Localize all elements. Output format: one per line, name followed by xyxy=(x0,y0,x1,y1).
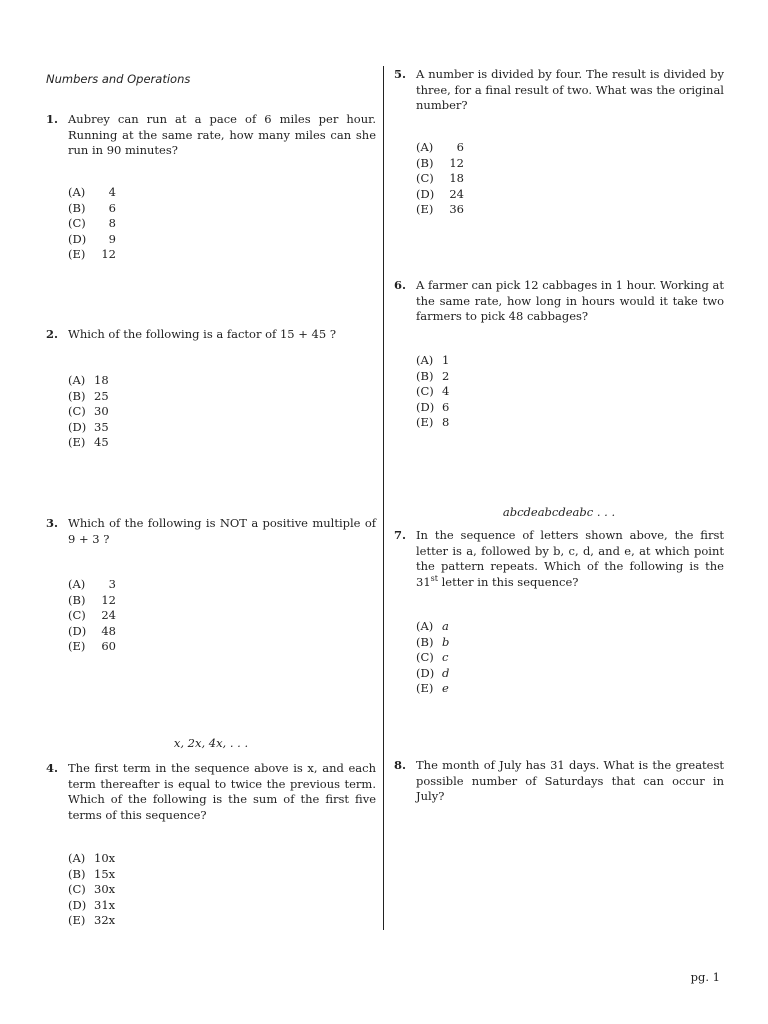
choice-value: d xyxy=(442,665,450,680)
choice-c[interactable] xyxy=(68,404,116,420)
choice-e[interactable] xyxy=(416,415,464,431)
choice-value: b xyxy=(442,634,450,649)
choice-value: 2 xyxy=(442,368,450,383)
choice-value: 31x xyxy=(94,897,116,912)
choice-letter: (B) xyxy=(416,155,434,170)
choice-c[interactable] xyxy=(68,216,116,232)
question-text: Aubrey can run at a pace of 6 miles per hour. Running at the same rate, how many miles can she run in 90 minutes? xyxy=(68,112,376,157)
choice-b[interactable] xyxy=(68,389,116,405)
choice-value: e xyxy=(442,681,449,695)
choice-letter: (D) xyxy=(68,419,87,434)
choice-letter: (B) xyxy=(68,592,86,607)
answer-choices xyxy=(68,851,116,929)
choice-letter: (D) xyxy=(416,186,435,201)
choice-letter: (D) xyxy=(416,399,435,414)
choice-value: 25 xyxy=(94,388,109,403)
choice-letter: (D) xyxy=(68,231,87,246)
choice-letter: (C) xyxy=(68,882,86,896)
choice-letter: (B) xyxy=(68,200,86,215)
question-number: 3. xyxy=(46,516,59,530)
question-number: 2. xyxy=(46,327,59,341)
sequence-display: abcdeabcdeabc . . . xyxy=(502,505,616,519)
choice-value: 4 xyxy=(442,384,450,398)
choice-value: 60 xyxy=(101,639,116,653)
choice-value: 15x xyxy=(94,866,116,881)
choice-letter: (C) xyxy=(68,216,86,230)
choice-value: 35 xyxy=(94,419,109,434)
choice-value: 10x xyxy=(94,851,116,865)
choice-value: 8 xyxy=(442,415,450,429)
choice-b[interactable] xyxy=(416,635,464,651)
choice-letter: (A) xyxy=(416,619,434,633)
ordinal-suffix: st xyxy=(430,573,438,583)
choice-letter: (E) xyxy=(68,247,86,261)
answer-choices xyxy=(68,185,116,263)
choice-value: 18 xyxy=(449,171,464,185)
choice-letter: (B) xyxy=(416,368,434,383)
question-number: 1. xyxy=(46,112,59,126)
choice-value: 45 xyxy=(94,435,109,449)
choice-letter: (E) xyxy=(416,202,434,216)
question-text: The first term in the sequence above is x, and each term thereafter is equal to twice the previous term. Which of the following is the sum of the first five terms of this sequence? xyxy=(68,761,376,822)
choice-letter: (E) xyxy=(416,415,434,429)
choice-letter: (A) xyxy=(68,185,86,199)
choice-c[interactable] xyxy=(68,882,116,898)
choice-d[interactable] xyxy=(68,624,116,640)
choice-letter: (E) xyxy=(416,681,434,695)
question-number: 4. xyxy=(46,761,59,775)
choice-value: 6 xyxy=(456,140,464,154)
choice-value: a xyxy=(442,619,449,633)
choice-a[interactable] xyxy=(68,185,116,201)
choice-letter: (C) xyxy=(416,650,434,664)
choice-b[interactable] xyxy=(68,201,116,217)
choice-d[interactable] xyxy=(416,400,464,416)
choice-value: 24 xyxy=(101,608,116,622)
choice-value: 12 xyxy=(449,155,464,170)
choice-e[interactable] xyxy=(68,435,116,451)
choice-letter: (B) xyxy=(68,866,86,881)
choice-b[interactable] xyxy=(68,593,116,609)
choice-b[interactable] xyxy=(68,867,116,883)
choice-e[interactable] xyxy=(68,913,116,929)
choice-value: 6 xyxy=(442,399,450,414)
choice-value: 6 xyxy=(108,200,116,215)
question-text: The month of July has 31 days. What is the greatest possible number of Saturdays that can occur in July? xyxy=(416,758,724,803)
choice-d[interactable] xyxy=(68,420,116,436)
choice-c[interactable] xyxy=(416,384,464,400)
choice-letter: (C) xyxy=(68,404,86,418)
choice-value: 3 xyxy=(108,577,116,591)
question-text xyxy=(416,528,724,590)
question-number: 7. xyxy=(394,528,407,542)
choice-c[interactable] xyxy=(416,650,464,666)
choice-a[interactable] xyxy=(416,619,464,635)
choice-c[interactable] xyxy=(416,171,464,187)
choice-a[interactable] xyxy=(68,851,116,867)
choice-letter: (D) xyxy=(68,897,87,912)
answer-choices xyxy=(416,353,464,431)
question-text: A farmer can pick 12 cabbages in 1 hour. Working at the same rate, how long in hours would it take two farmers to pick 48 cabbages? xyxy=(416,278,724,323)
choice-value: 1 xyxy=(442,353,450,367)
choice-value: 12 xyxy=(101,592,116,607)
choice-letter: (E) xyxy=(68,639,86,653)
choice-d[interactable] xyxy=(416,187,464,203)
choice-letter: (D) xyxy=(416,665,435,680)
choice-d[interactable] xyxy=(68,232,116,248)
choice-letter: (A) xyxy=(68,373,86,387)
choice-letter: (C) xyxy=(416,171,434,185)
choice-e[interactable] xyxy=(416,681,464,697)
choice-value: 12 xyxy=(101,247,116,261)
choice-value: 24 xyxy=(449,186,464,201)
choice-letter: (B) xyxy=(416,634,434,649)
answer-choices xyxy=(416,140,464,218)
choice-c[interactable] xyxy=(68,608,116,624)
choice-value: 8 xyxy=(108,216,116,230)
question-number: 5. xyxy=(394,67,407,81)
choice-a[interactable] xyxy=(68,373,116,389)
choice-value: 32x xyxy=(94,913,116,927)
answer-choices xyxy=(68,373,116,451)
choice-value: 4 xyxy=(108,185,116,199)
choice-value: c xyxy=(442,650,449,664)
choice-b[interactable] xyxy=(416,369,464,385)
choice-letter: (C) xyxy=(416,384,434,398)
question-number: 6. xyxy=(394,278,407,292)
choice-letter: (A) xyxy=(68,577,86,591)
choice-letter: (A) xyxy=(416,353,434,367)
choice-value: 30 xyxy=(94,404,109,418)
choice-letter: (A) xyxy=(416,140,434,154)
page-number: pg. 1 xyxy=(690,970,720,984)
choice-letter: (B) xyxy=(68,388,86,403)
choice-d[interactable] xyxy=(68,898,116,914)
choice-letter: (E) xyxy=(68,435,86,449)
choice-d[interactable] xyxy=(416,666,464,682)
choice-value: 9 xyxy=(108,231,116,246)
choice-letter: (A) xyxy=(68,851,86,865)
choice-e[interactable] xyxy=(416,202,464,218)
choice-value: 48 xyxy=(101,623,116,638)
question-number: 8. xyxy=(394,758,407,772)
choice-a[interactable] xyxy=(416,140,464,156)
section-title: Numbers and Operations xyxy=(46,72,191,86)
choice-e[interactable] xyxy=(68,639,116,655)
question-text: Which of the following is NOT a positive multiple of 9 + 3 ? xyxy=(68,516,376,546)
question-text: Which of the following is a factor of 15 + 45 ? xyxy=(68,327,337,341)
answer-choices xyxy=(68,577,116,655)
choice-a[interactable] xyxy=(416,353,464,369)
answer-choices xyxy=(416,619,464,697)
choice-letter: (D) xyxy=(68,623,87,638)
choice-e[interactable] xyxy=(68,247,116,263)
choice-letter: (E) xyxy=(68,913,86,927)
choice-value: 30x xyxy=(94,882,116,896)
column-divider xyxy=(383,66,384,930)
choice-a[interactable] xyxy=(68,577,116,593)
choice-letter: (C) xyxy=(68,608,86,622)
question-text-end: letter in this sequence? xyxy=(437,574,579,589)
sequence-display: x, 2x, 4x, . . . xyxy=(173,736,249,750)
choice-value: 36 xyxy=(449,202,464,216)
question-text-main: In the sequence of letters shown above, the first letter is a, followed by b, c, d, and e, at which point the pattern repeats. Which of the following is the 31 xyxy=(416,528,724,589)
choice-b[interactable] xyxy=(416,156,464,172)
question-text: A number is divided by four. The result is divided by three, for a final result of two. What was the original number? xyxy=(416,67,724,112)
choice-value: 18 xyxy=(94,373,109,387)
